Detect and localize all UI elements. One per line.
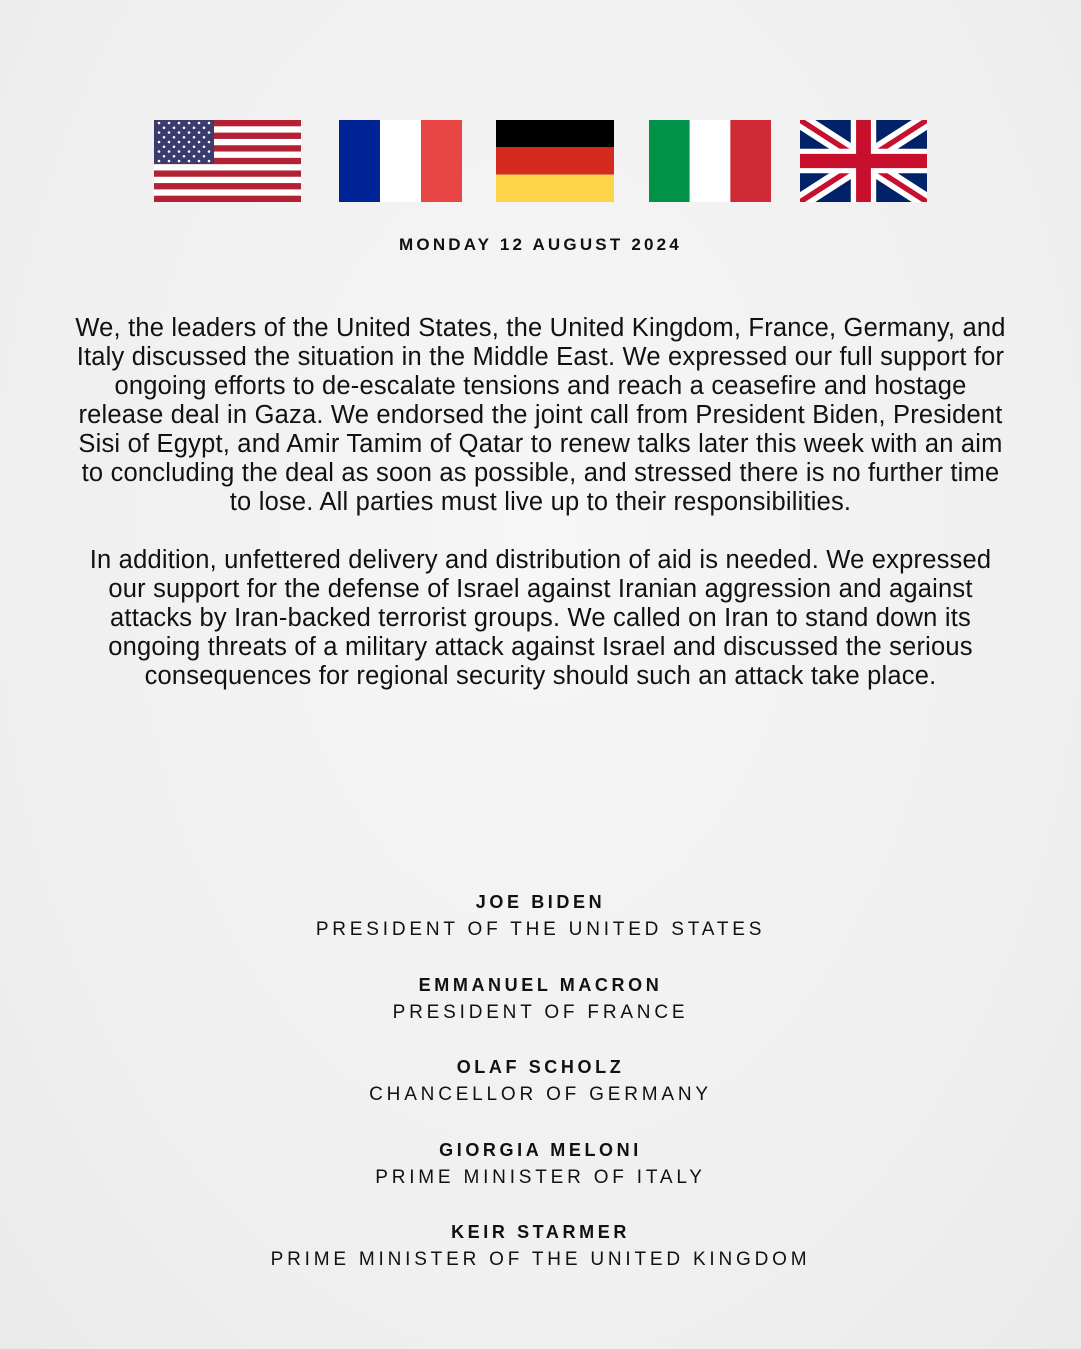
statement-paragraph-2: In addition, unfettered delivery and distribution of aid is needed. We expressed our support for the defense of Israel against Iranian aggression and against attacks by Iran-backed terrorist groups. We called on Iran to stand down its ongoing threats of a military attack against Israel and discussed the serious consequences for regional security should such an attack take place. — [89, 546, 992, 690]
germany-flag-icon — [496, 120, 614, 202]
signatory-scholz — [0, 1054, 1081, 1137]
flags-row — [0, 120, 1081, 202]
signatory-title: PRESIDENT OF THE UNITED STATES — [315, 919, 766, 940]
signatory-title: PRIME MINISTER OF THE UNITED KINGDOM — [270, 1249, 811, 1270]
signatory-name: JOE BIDEN — [475, 892, 606, 912]
uk-flag-icon — [800, 120, 927, 202]
italy-flag-icon — [649, 120, 771, 202]
signatory-name: KEIR STARMER — [451, 1222, 630, 1242]
signatory-starmer — [0, 1219, 1081, 1302]
us-flag-icon — [154, 120, 301, 202]
signatory-name: OLAF SCHOLZ — [456, 1057, 625, 1077]
signatory-title: PRIME MINISTER OF ITALY — [375, 1166, 706, 1188]
statement-date: MONDAY 12 AUGUST 2024 — [399, 235, 682, 254]
signatory-meloni — [0, 1137, 1081, 1220]
joint-statement — [70, 314, 1011, 691]
signatory-title: CHANCELLOR OF GERMANY — [369, 1084, 712, 1105]
signatory-biden — [0, 889, 1081, 972]
france-flag-icon — [339, 120, 462, 202]
signatories-list — [0, 889, 1081, 1302]
signatory-title: PRESIDENT OF FRANCE — [392, 1001, 689, 1023]
signatory-name: EMMANUEL MACRON — [418, 974, 663, 995]
statement-paragraph-1: We, the leaders of the United States, the United Kingdom, France, Germany, and Italy discussed the situation in the Middle East. We expressed our full support for ongoing efforts to de-escalate tensions and reach a ceasefire and hostage release deal in Gaza. We endorsed the joint call from President Biden, President Sisi of Egypt, and Amir Tamim of Qatar to renew talks later this week with an aim to concluding the deal as soon as possible, and stressed there is no further time to lose. All parties must live up to their responsibilities. — [75, 314, 1006, 516]
signatory-macron — [0, 972, 1081, 1055]
signatory-name: GIORGIA MELONI — [439, 1139, 642, 1160]
